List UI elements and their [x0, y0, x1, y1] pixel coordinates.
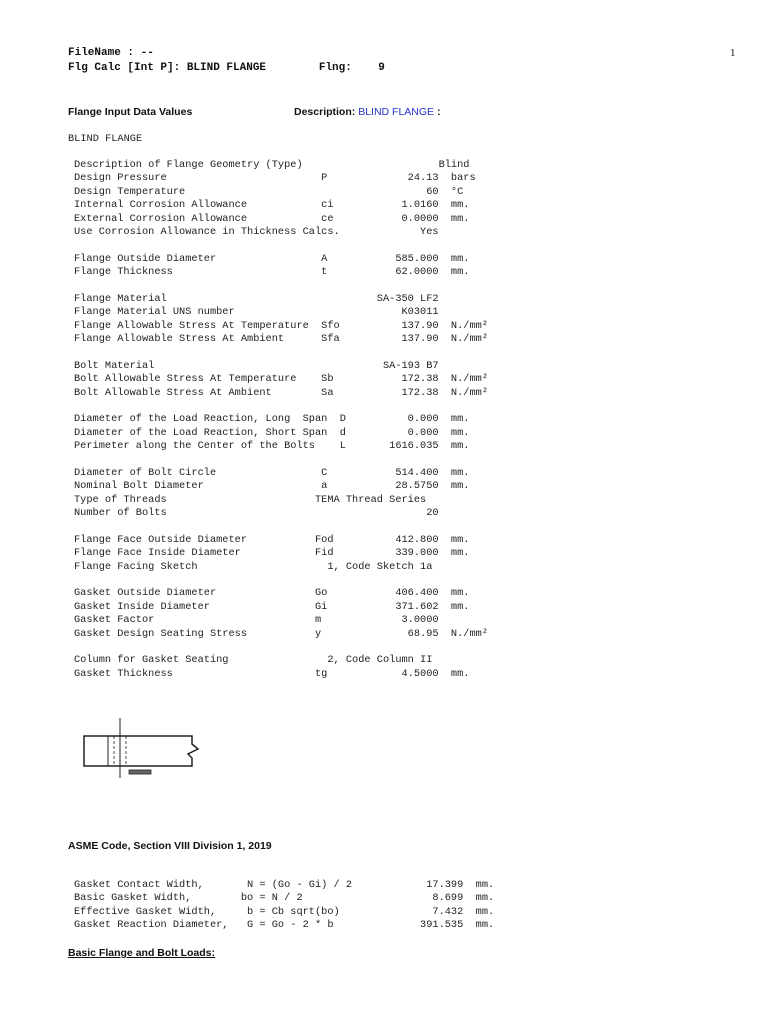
calc-title-line: Flg Calc [Int P]: BLIND FLANGE Flng: 9	[68, 62, 385, 74]
data-row: Flange Allowable Stress At Temperature Sfo 137.90 N./mm²	[74, 319, 489, 332]
data-row: Flange Facing Sketch 1, Code Sketch 1a	[74, 560, 433, 573]
data-group	[74, 413, 488, 453]
data-row: Gasket Outside Diameter Go 406.400 mm.	[74, 587, 470, 600]
data-row: External Corrosion Allowance ce 0.0000 mm.	[74, 212, 470, 225]
data-row: Flange Face Inside Diameter Fid 339.000 mm.	[74, 547, 470, 560]
data-group	[74, 654, 488, 681]
data-row: Flange Material UNS number K03011	[74, 306, 439, 319]
data-group	[74, 587, 488, 641]
data-group	[74, 253, 488, 280]
data-row: Gasket Factor m 3.0000	[74, 614, 439, 627]
data-row: Flange Allowable Stress At Ambient Sfa 137.90 N./mm²	[74, 333, 489, 346]
calc-row: Gasket Contact Width, N = (Go - Gi) / 2 17.399 mm.	[74, 879, 495, 891]
calc-row: Gasket Reaction Diameter, G = Go - 2 * b 391.535 mm.	[74, 919, 495, 932]
data-row: Nominal Bolt Diameter a 28.5750 mm.	[74, 480, 470, 493]
data-group	[74, 467, 488, 521]
calc-row: Effective Gasket Width, b = Cb sqrt(bo) 7.432 mm.	[74, 905, 495, 918]
data-row: Diameter of Bolt Circle C 514.400 mm.	[74, 466, 470, 479]
data-group	[74, 534, 488, 574]
data-row: Gasket Inside Diameter Gi 371.602 mm.	[74, 600, 470, 613]
description-value: BLIND FLANGE	[358, 106, 435, 118]
description-row	[294, 106, 440, 118]
data-row: Bolt Material SA-193 B7	[74, 359, 439, 372]
data-row: Design Temperature 60 °C	[74, 185, 464, 198]
data-row: Gasket Design Seating Stress y 68.95 N./mm²	[74, 627, 489, 640]
data-group	[74, 293, 488, 347]
data-row: Number of Bolts 20	[74, 507, 439, 520]
calc-row: Basic Gasket Width, bo = N / 2 8.699 mm.	[74, 892, 495, 905]
description-suffix: :	[436, 106, 441, 118]
data-row: Flange Outside Diameter A 585.000 mm.	[74, 252, 470, 265]
gasket-calcs-table	[74, 879, 494, 933]
input-section-title: Flange Input Data Values	[68, 106, 193, 118]
data-row: Bolt Allowable Stress At Ambient Sa 172.38 N./mm²	[74, 386, 489, 399]
data-row: Type of Threads TEMA Thread Series	[74, 493, 427, 506]
input-data-table	[74, 159, 488, 681]
data-row: Internal Corrosion Allowance ci 1.0160 mm.	[74, 199, 470, 212]
data-row: Gasket Thickness tg 4.5000 mm.	[74, 667, 470, 680]
data-row: Bolt Allowable Stress At Temperature Sb 172.38 N./mm²	[74, 373, 489, 386]
loads-section-title: Basic Flange and Bolt Loads:	[68, 947, 216, 959]
blind-flange-sketch	[78, 714, 202, 780]
filename-line: FileName : --	[68, 47, 154, 59]
data-row: Flange Thickness t 62.0000 mm.	[74, 266, 470, 279]
page-number: 1	[730, 47, 736, 59]
data-row: Diameter of the Load Reaction, Short Span d 0.000 mm.	[74, 426, 470, 439]
data-row: Use Corrosion Allowance in Thickness Calcs. Yes	[74, 226, 439, 239]
sketch-gasket	[129, 770, 151, 774]
data-row: Diameter of the Load Reaction, Long Span D 0.000 mm.	[74, 413, 470, 426]
data-row: Design Pressure P 24.13 bars	[74, 172, 476, 185]
input-subtitle: BLIND FLANGE	[68, 133, 143, 145]
data-row: Perimeter along the Center of the Bolts L 1616.035 mm.	[74, 440, 470, 453]
sketch-flange-outline	[84, 736, 198, 766]
data-row: Description of Flange Geometry (Type) Blind	[74, 159, 470, 171]
description-label: Description:	[294, 106, 356, 118]
data-group	[74, 159, 488, 240]
data-row: Flange Face Outside Diameter Fod 412.800 mm.	[74, 533, 470, 546]
data-row: Column for Gasket Seating 2, Code Column II	[74, 654, 433, 667]
code-section-title: ASME Code, Section VIII Division 1, 2019	[68, 840, 272, 852]
data-row: Flange Material SA-350 LF2	[74, 292, 439, 305]
data-group	[74, 360, 488, 400]
